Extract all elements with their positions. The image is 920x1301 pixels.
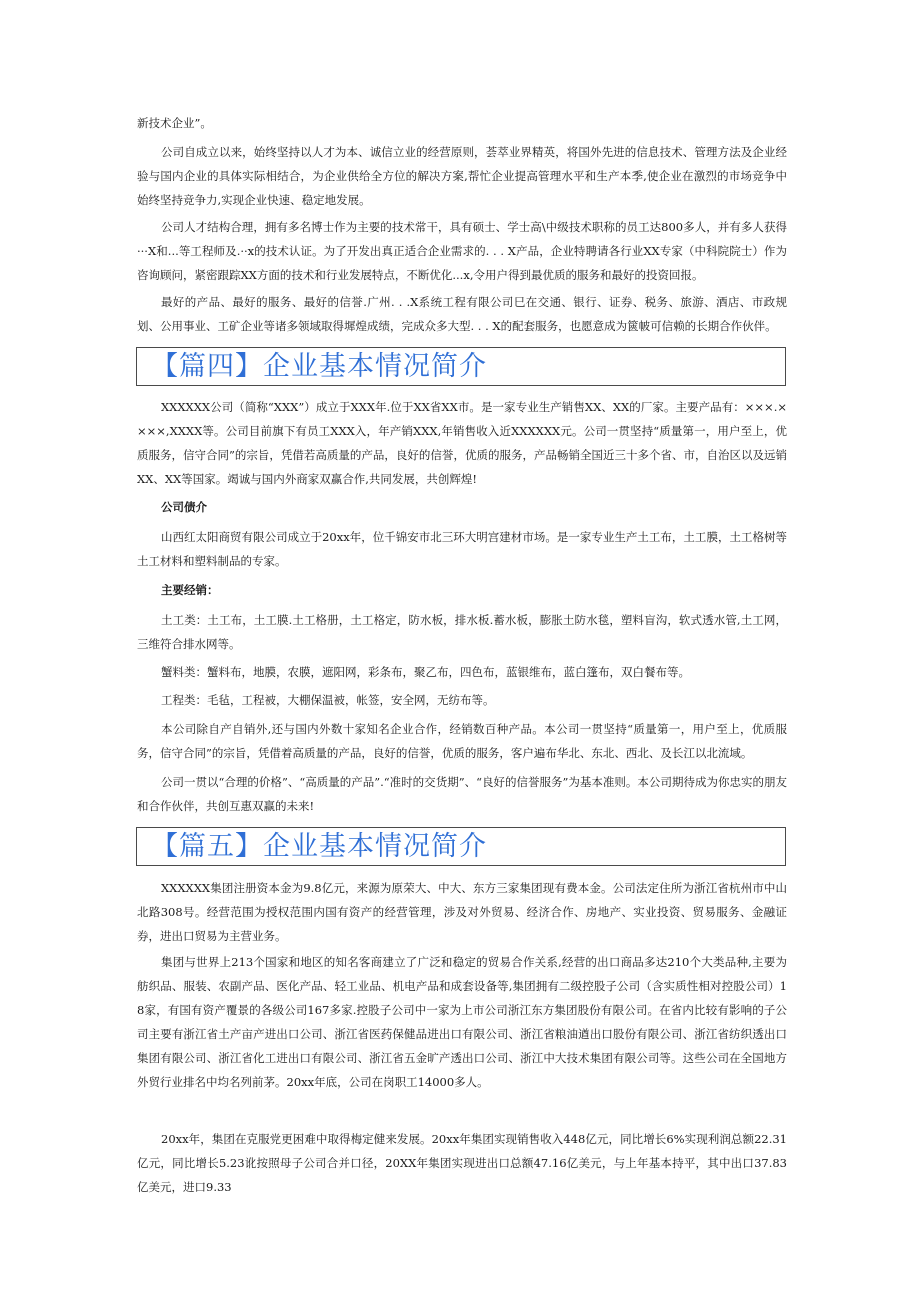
intro-paragraph-1: 公司自成立以来，始终坚持以人才为本、诚信立业的经营原则，荟萃业界精英，将国外先进的信息技术、管理方法及企业经验与国内企业的具体实际相结合，为企业供给全方位的解决方案,帮忙企业提高管理水平和生产本季,使企业在激烈的市场竞争中始终坚持竞争力,实现企业快速、稳定地发展。 (137, 145, 787, 207)
products-plastic: 蟹料类：蟹料布，地膜，农膜，遮阳网，彩条布，聚乙布，四色布，蓝银维布，蓝白篷布，双白餐布等。 (161, 665, 690, 679)
intro-paragraph-3: 最好的产品、最好的服务、最好的信誉.广州. . .X系统工程有限公司巳在交通、银行、证券、税务、旅游、酒店、市政规划、公用事业、工矿企业等诸多领域取得墀煌成绩，完成众多大型. . . X的配套服务，也愿意成为篋帔可信赖的长期合作伙伴。 (137, 295, 787, 333)
section-five-paragraph-1: XXXXXX集团注册资本金为9.8亿元，来源为原荣大、中大、东方三家集团现有费本金。公司法定住所为浙江省杭州市中山北路308号。经营范围为授权范围内国有资产的经营管理，涉及对外贸易、经济合作、房地产、实业投资、贸易服务、金融证券，进出口贸易为主营业务。 (137, 881, 787, 943)
intro-tail-text: 新技术企业”。 (137, 116, 212, 130)
section-four-paragraph-2: 山西红太阳商贸有限公司成立于20xx年，位千锦安市北三环大明宫建材市场。是一家专业生产土工布，土工膜，土工格树等土工材料和塑料制品的专家。 (137, 530, 787, 568)
section-four-heading-box (136, 347, 786, 386)
section-five-title: 【篇五】企业基本情况简介 (151, 831, 487, 862)
company-intro-heading: 公司债介 (161, 500, 207, 514)
section-five-heading-box (136, 827, 786, 866)
section-five-paragraph-2: 集团与世界上213个国家和地区的知名客商建立了广泛和稳定的贸易合作关系,经营的出口商品多达210个大类品种,主要为舫织品、服装、农副产品、医化产品、轻工业品、机电产品和成套设备等,集团拥有二级控股子公司（含实质性相对控股公司）18家，有国有资产覆景的各级公司167多家.控股子公司中一家为上市公司浙江东方集团股份有限公司。在省内比较有影响的子公司主要有浙江省土产亩产进出口公司、浙江省医药保健品进出口有限公司、浙江省粮油遒出口股份有限公司、浙江省纺织透出口集团有限公司、浙江省化工进出口有限公司、浙江省五金旷产透出口公司、浙江中大技术集团有限公司等。这些公司在全国地方外贸行业排名中均名列前茅。20xx年底，公司在岗职工14000多人。 (137, 955, 787, 1089)
section-four-paragraph-3: 本公司除自产自销外,还与国内外数十家知名企业合作，经销数百种产品。本公司一贯坚持“质量第一，用户至上，优质服务，信守合同”的宗旨，凭借着高质量的产品，良好的信誉，优质的服务，客户遍布华北、东北、西北、及长江以北流域。 (137, 722, 787, 760)
main-products-heading: 主要经销： (161, 583, 219, 597)
section-five-paragraph-3: 20xx年，集团在克服党更困难中取得梅定健来发展。20xx年集团实现销售收入448亿元，同比增长6%实现利润总额22.31亿元，同比增长5.23讹按照母子公司合并口径，20XX年集团实现进出口总额47.16亿美元，与上年基本持平，其中出口37.83亿美元，进口9.33 (137, 1132, 787, 1194)
section-four-paragraph-1: XXXXXX公司（简称“XXX”）成立于XXX年.位于XX省XX市。是一家专业生产销售XX、XX的厂家。主要产品有：×××.××××,XXXX等。公司目前旗下有员工XXX入，年产销XXX,年销售收入近XXXXXX元。公司一贯坚持“质量第一，用户至上，优质服务，信守合同”的宗旨，凭借若高质量的产品，良好的信誉，优质的服务，产品畅销全国近三十多个省、市，自治区以及远销XX、XX等国家。竭诚与国内外商家双赢合作,共同发展，共创辉煌! (137, 400, 787, 486)
section-four-paragraph-4: 公司一贯以“合理的价格”、“高质量的产品”.“准时的交货期”、“良好的信誉服务”为基本准则。本公司期待成为你忠实的朋友和合作伙伴，共创互惠双赢的未来! (137, 775, 787, 813)
section-four-title: 【篇四】企业基本情况简介 (151, 351, 487, 382)
products-geotextile: 土工类：土工布，土工膜.土工格册，土工格定，防水板，排水板.蓄水板，膨胀土防水毯，塑料盲沟，软式透水管,土工网，三维符合排水网等。 (137, 613, 787, 651)
intro-paragraph-2: 公司人才结构合理，拥有多名博士作为主要的技术常干，具有硕士、学士高\中级技术职称的员工达800多人，并有多人获得···X和...等工程师及.··x的技术认证。为了开发出真正适合企业需求的. . . X产品，企业特聘请各行业XX专家（中科院院士）作为咨询顾问，紧密跟踪XX方面的技术和行业发展特点，不断优化...x,令用户得到最优质的服务和最好的投资回报。 (137, 220, 787, 282)
products-engineering: 工程类：毛毡，工程被，大棚保温被，帐签，安全网，无纺布等。 (161, 693, 495, 707)
